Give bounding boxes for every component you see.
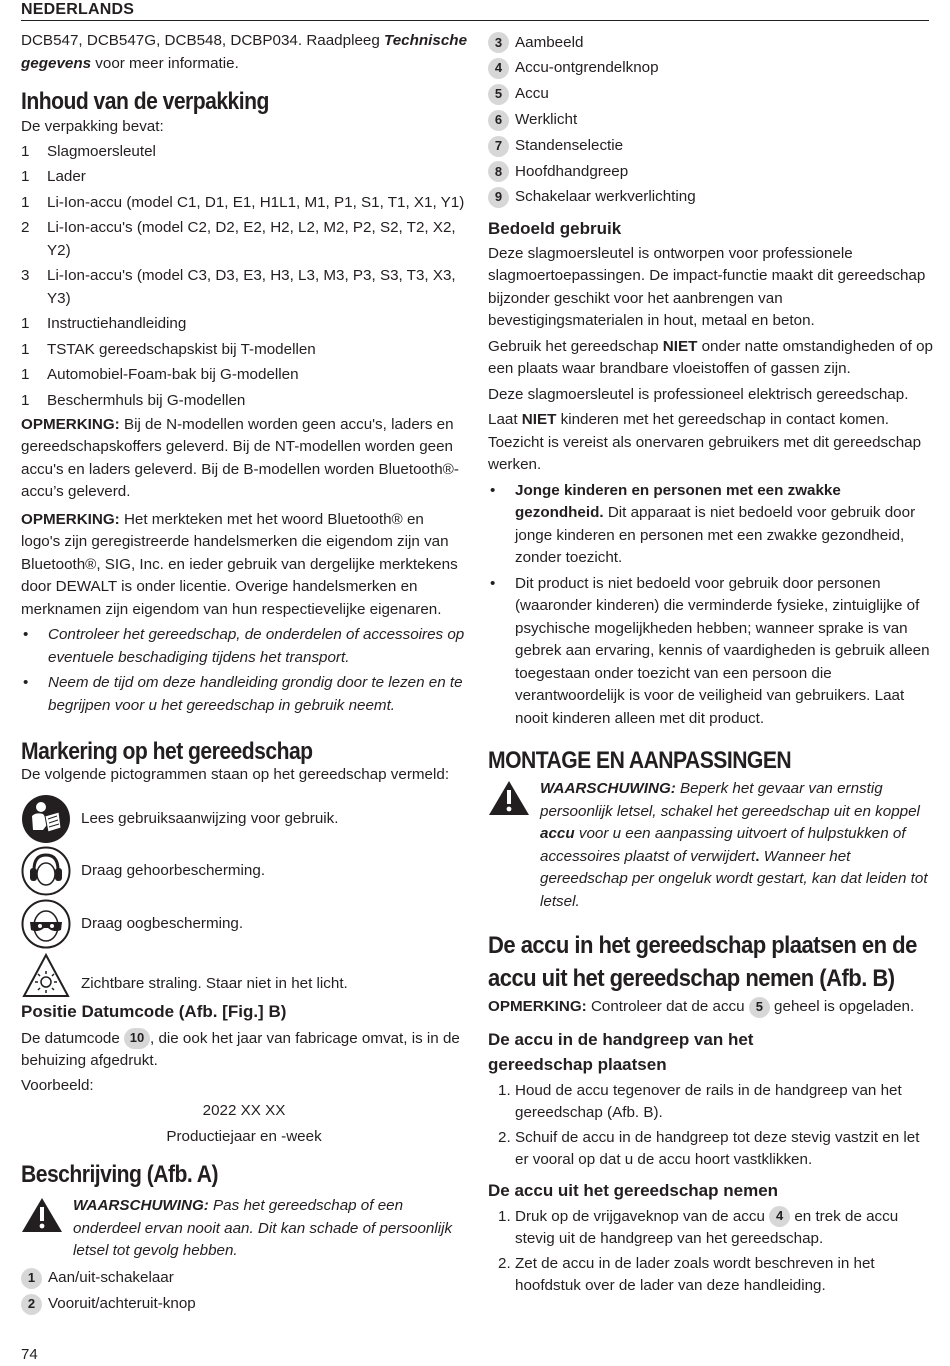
page-number: 74	[21, 1346, 38, 1363]
qty: 1	[21, 340, 30, 358]
emphasis: NIET	[662, 337, 698, 355]
intro-text-end: voor meer informatie.	[91, 54, 239, 72]
warning-body: Beperk het gevaar van ernstig persoonlijk letsel, schakel het gereedschap uit en koppel	[540, 780, 920, 820]
battery-note	[488, 996, 933, 1019]
warning-body: Wanneer het gereedschap per ongeluk wordt gestart, kan dat leiden tot letsel.	[540, 847, 928, 910]
page-header	[21, 0, 929, 21]
pictogram-list	[21, 793, 467, 1003]
contents-intro: De verpakking bevat:	[21, 118, 164, 135]
item-text: Standenselectie	[515, 136, 624, 154]
qty: 3	[21, 267, 30, 284]
note-paragraph	[21, 414, 467, 504]
callout-badge: 5	[488, 84, 509, 105]
item-text: Dit product is niet bedoeld voor gebruik door personen (waaronder kinderen) die verminderde fysieke, zintuiglijke of psychische mogelijkheden hebben; wanneer sprake is van gebrek aan ervaring, kennis of vaardigheden is gebruik alleen toegestaan onder toezicht van een persoon die verantwoordelijk is voor de veiligheid van gebruikers. Laat nooit kinderen alleen met dit product.	[515, 574, 930, 727]
list-item	[488, 1080, 933, 1125]
callout-badge: 5	[749, 997, 770, 1018]
marking-heading: Markering op het gereedschap	[21, 738, 313, 765]
callout-badge: 6	[488, 110, 509, 131]
remove-heading: De accu uit het gereedschap nemen	[488, 1180, 779, 1200]
item-text: Automobiel-Foam-bak bij G-modellen	[47, 366, 299, 383]
step-text-end: en trek de accu stevig uit de handgreep van het gereedschap.	[515, 1207, 899, 1248]
list-item	[488, 56, 933, 82]
emphasis: NIET	[521, 411, 557, 429]
list-item	[21, 1266, 467, 1292]
list-item	[21, 672, 467, 717]
qty: 1	[21, 391, 30, 409]
bullet: •	[23, 674, 29, 691]
use-text-end: kinderen met het gereedschap in contact komen. Toezicht is vereist als onervaren gebruikers met dit gereedschap werken.	[488, 411, 922, 474]
list-item	[488, 1127, 933, 1172]
step-text: Druk op de vrijgaveknop van de accu	[515, 1207, 770, 1225]
item-text: Controleer het gereedschap, de onderdelen of accessoires op eventuele beschadiging tijdens het transport.	[48, 626, 465, 666]
list-item	[21, 192, 467, 218]
list-item	[488, 480, 933, 570]
warning-block	[488, 778, 933, 913]
item-text: TSTAK gereedschapskist bij T-modellen	[47, 340, 316, 358]
list-item	[488, 107, 933, 133]
item-text: Li-Ion-accu (model C1, D1, E1, H1L1, M1, P1, S1, T1, X1, Y1)	[47, 193, 465, 211]
warning-text	[73, 1195, 467, 1263]
ear-protection-icon	[21, 846, 71, 896]
callout-badge: 3	[488, 32, 509, 53]
warning-dot: .	[755, 847, 760, 865]
warning-text	[540, 778, 933, 913]
list-item	[488, 133, 933, 159]
item-text: Accu	[515, 85, 549, 103]
pictogram-text: Zichtbare straling. Staar niet in het licht.	[81, 975, 348, 992]
use-text: Laat	[488, 411, 522, 429]
list-item	[488, 82, 933, 108]
use-paragraph: Deze slagmoersleutel is professioneel elektrisch gereedschap.	[488, 385, 909, 403]
battery-heading-line2: accu uit het gereedschap nemen (Afb. B)	[488, 965, 895, 993]
example-code: 2022 XX XX	[202, 1102, 286, 1119]
warning-block	[21, 1195, 467, 1263]
list-item	[21, 217, 467, 262]
montage-heading: MONTAGE EN AANPASSINGEN	[488, 747, 792, 775]
eye-protection-icon	[21, 899, 71, 949]
bullet: •	[490, 481, 496, 499]
list-item	[21, 364, 467, 390]
use-paragraph	[488, 409, 933, 477]
qty: 1	[21, 366, 30, 383]
item-text: Accu-ontgrendelknop	[515, 59, 659, 77]
item-text: Lader	[47, 168, 86, 185]
pictogram-row	[21, 845, 467, 898]
pictogram-text: Lees gebruiksaanwijzing voor gebruik.	[81, 809, 339, 827]
list-item	[21, 390, 467, 414]
insert-heading: De accu in de handgreep van het gereedschap plaatsen	[488, 1029, 754, 1074]
visible-radiation-icon	[21, 951, 71, 1001]
intro-link-text: Technische gegevens	[21, 32, 468, 72]
item-bold: Jonge kinderen en personen met een zwakke gezondheid.	[515, 481, 841, 522]
list-item	[488, 1253, 933, 1298]
pictogram-row	[21, 950, 467, 1003]
callout-badge: 7	[488, 136, 509, 157]
list-item	[21, 141, 467, 167]
callout-badge: 4	[488, 58, 509, 79]
list-item	[21, 1291, 467, 1317]
note-label: OPMERKING:	[21, 510, 120, 528]
battery-heading-line1: De accu in het gereedschap plaatsen en de	[488, 932, 917, 960]
datecode-heading: Positie Datumcode (Afb. [Fig.] B)	[21, 1001, 287, 1021]
language-label: NEDERLANDS	[21, 1, 135, 18]
item-text: Hoofdhandgreep	[515, 162, 629, 180]
list-item	[21, 265, 467, 310]
item-text: Schakelaar werkverlichting	[515, 188, 696, 206]
description-heading: Beschrijving (Afb. A)	[21, 1161, 219, 1188]
qty: 1	[21, 142, 30, 160]
bullet: •	[490, 574, 496, 592]
list-item	[488, 573, 933, 731]
remove-steps	[488, 1206, 933, 1298]
warning-triangle-icon	[21, 1195, 73, 1263]
intro-text: DCB547, DCB547G, DCB548, DCBP034. Raadpleeg	[21, 32, 385, 49]
pictogram-row	[21, 793, 467, 846]
pictogram-row	[21, 898, 467, 951]
callout-badge: 2	[21, 1294, 42, 1315]
callout-badge: 1	[21, 1268, 42, 1289]
step-number: 1.	[498, 1081, 511, 1099]
callout-badge: 9	[488, 187, 509, 208]
item-text: Li-Ion-accu's (model C2, D2, E2, H2, L2, M2, P2, S2, T2, X2, Y2)	[47, 219, 456, 259]
use-paragraph	[488, 336, 933, 381]
step-number: 2.	[498, 1254, 511, 1272]
warning-triangle-icon	[488, 778, 540, 913]
warning-body: Pas het gereedschap of een onderdeel ervan nooit aan. Dit kan schade of persoonlijk letsel tot gevolg hebben.	[73, 1197, 453, 1259]
datecode-text: De datumcode	[21, 1029, 124, 1047]
left-column	[21, 30, 467, 1317]
warning-label: WAARSCHUWING:	[540, 780, 676, 798]
item-text: Schuif de accu in de handgreep tot deze stevig vastzit en let er vooral op dat u de accu hoort vastklikken.	[515, 1128, 920, 1169]
callout-badge: 4	[769, 1206, 790, 1227]
callout-badge: 10	[124, 1028, 150, 1049]
marking-intro: De volgende pictogrammen staan op het gereedschap vermeld:	[21, 766, 450, 783]
contents-heading: Inhoud van de verpakking	[21, 88, 269, 115]
pictogram-text: Draag oogbescherming.	[81, 914, 244, 932]
safety-list	[488, 480, 933, 731]
contents-list	[21, 141, 467, 414]
item-text: Houd de accu tegenover de rails in de handgreep van het gereedschap (Afb. B).	[515, 1081, 902, 1122]
example-label: Voorbeeld:	[21, 1076, 94, 1094]
list-item	[488, 1206, 933, 1251]
read-manual-icon	[21, 794, 71, 844]
note-paragraph	[21, 509, 467, 622]
list-item	[21, 339, 467, 365]
list-item	[488, 30, 933, 56]
warning-label: WAARSCHUWING:	[73, 1197, 209, 1214]
insert-steps	[488, 1080, 933, 1172]
list-item	[488, 159, 933, 185]
use-text: Gebruik het gereedschap	[488, 337, 663, 355]
list-item	[488, 185, 933, 211]
datecode-text-end: , die ook het jaar van fabricage omvat, is in de behuizing afgedrukt.	[21, 1029, 460, 1069]
item-text: Neem de tijd om deze handleiding grondig door te lezen en te begrijpen voor u het gereedschap in gebruik neemt.	[48, 674, 463, 714]
warning-emphasis: accu	[540, 825, 575, 843]
item-text: Instructiehandleiding	[47, 315, 187, 332]
item-body: Dit apparaat is niet bedoeld voor gebruik door jonge kinderen en personen met een zwakke gezondheid, zonder toezicht.	[515, 504, 916, 567]
item-text: Werklicht	[515, 111, 578, 129]
note-text-end: geheel is opgeladen.	[769, 998, 915, 1016]
use-paragraph: Deze slagmoersleutel is ontworpen voor professionele slagmoertoepassingen. De impact-functie maakt dit gereedschap bijzonder geschikt voor het aanbrengen van bevestigingsmaterialen in hout, metaal en beton.	[488, 244, 926, 330]
list-item	[21, 313, 467, 339]
pictogram-text: Draag gehoorbescherming.	[81, 862, 266, 879]
qty: 1	[21, 168, 30, 185]
step-number: 1.	[498, 1207, 511, 1225]
note-label: OPMERKING:	[21, 415, 120, 433]
item-text	[515, 1206, 933, 1251]
datecode-paragraph	[21, 1028, 467, 1073]
checklist	[21, 624, 467, 717]
qty: 1	[21, 315, 30, 332]
battery-heading	[488, 929, 933, 995]
parts-list	[488, 30, 933, 211]
note-label: OPMERKING:	[488, 998, 587, 1016]
item-text	[515, 480, 933, 570]
intro-paragraph	[21, 30, 467, 75]
item-text: Zet de accu in de lader zoals wordt beschreven in het hoofdstuk over de lader van deze handleiding.	[515, 1254, 875, 1295]
item-text: Vooruit/achteruit-knop	[48, 1294, 196, 1312]
callout-badge: 8	[488, 161, 509, 182]
note-text: Bij de N-modellen worden geen accu's, laders en gereedschapskoffers geleverd. Bij de NT-modellen worden geen accu's en laders geleverd. Bij de B-modellen worden Bluetooth®-accu’s geleverd.	[21, 415, 459, 500]
qty: 1	[21, 193, 30, 211]
intended-use-heading: Bedoeld gebruik	[488, 218, 622, 238]
qty: 2	[21, 219, 30, 236]
right-column	[488, 30, 933, 1300]
bullet: •	[23, 626, 29, 643]
item-text: Slagmoersleutel	[47, 142, 156, 160]
list-item	[21, 624, 467, 669]
item-text: Aambeeld	[515, 33, 584, 51]
example-caption: Productiejaar en -week	[166, 1127, 322, 1145]
use-text-end: onder natte omstandigheden of op een plaats waar brandbare vloeistoffen of gassen zijn.	[488, 337, 933, 378]
warning-body: voor u een aanpassing uitvoert of hulpstukken of accessoires plaatst of verwijdert	[540, 825, 906, 865]
list-item	[21, 166, 467, 192]
note-text: Het merkteken met het woord Bluetooth® en logo's zijn geregistreerde handelsmerken die eigendom zijn van Bluetooth®, SIG, Inc. en ieder gebruik van dergelijke merktekens door DEWALT is onder licentie. Overige handelsmerken en merknamen zijn eigendom van hun respectievelijke eigenaren.	[21, 510, 458, 618]
note-text: Controleer dat de accu	[586, 998, 749, 1016]
item-text: Aan/uit-schakelaar	[48, 1269, 174, 1287]
item-text: Li-Ion-accu's (model C3, D3, E3, H3, L3, M3, P3, S3, T3, X3, Y3)	[47, 267, 456, 307]
step-number: 2.	[498, 1128, 511, 1146]
parts-list	[21, 1266, 467, 1318]
item-text: Beschermhuls bij G-modellen	[47, 391, 246, 409]
